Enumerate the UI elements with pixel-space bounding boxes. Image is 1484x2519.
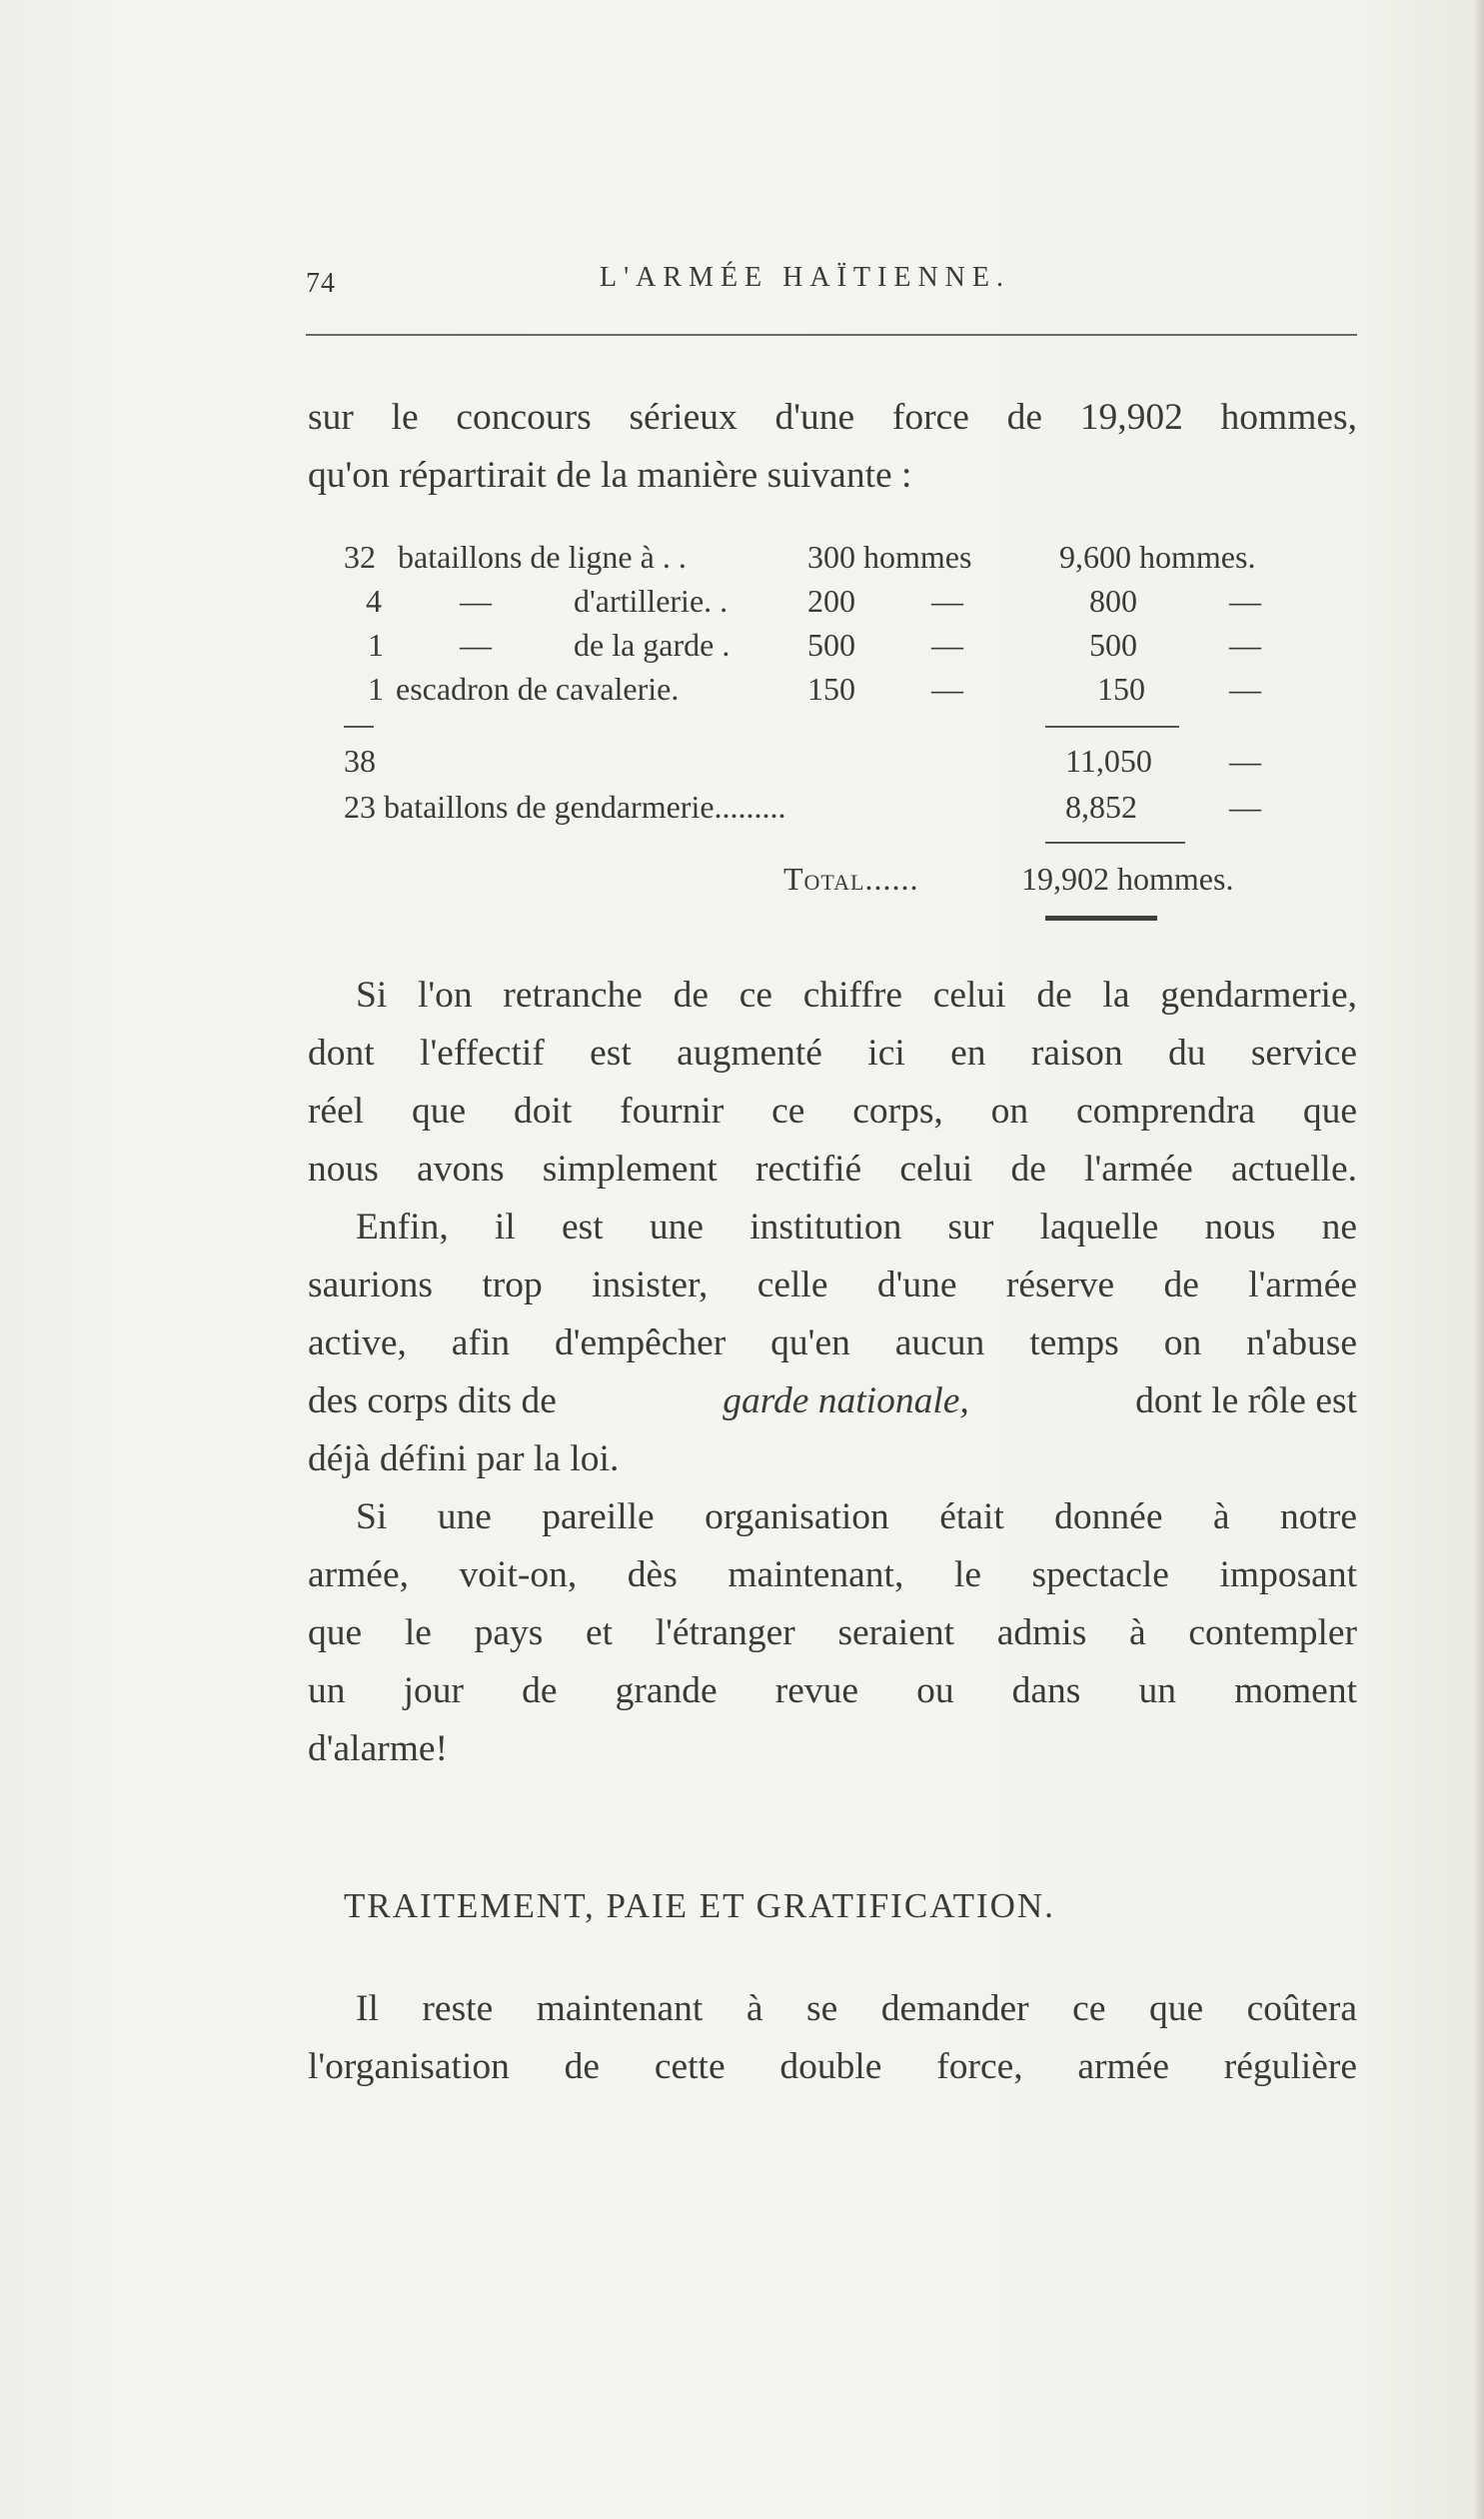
table-row-3-dash3: — — [1229, 627, 1261, 663]
p3-line-5: d'alarme! — [308, 1728, 449, 1769]
page-number: 74 — [306, 268, 336, 299]
running-head: L'ARMÉE HAÏTIENNE. — [600, 262, 1010, 293]
table-row-3-dash: — — [460, 627, 492, 663]
table-row-4-label: escadron de cavalerie. — [396, 671, 680, 707]
table-row-3-total: 500 — [1089, 627, 1137, 663]
p2-line-4 — [308, 1379, 1357, 1423]
p2-line-5: déjà défini par la loi. — [308, 1438, 620, 1479]
p2-line-2: saurions trop insister, celle d'une réserve de l'armée — [308, 1264, 1357, 1305]
table-row-4-num: 1 — [368, 671, 384, 707]
p1-line-3: réel que doit fournir ce corps, on comprendra que — [308, 1091, 1357, 1132]
table-row-3-dash2: — — [931, 627, 963, 663]
subtotal-dash: — — [1229, 743, 1261, 779]
table-row-2-per: 200 — [807, 583, 855, 619]
table-row-1-num: 32 — [344, 539, 376, 575]
subtotal-total: 11,050 — [1065, 743, 1152, 779]
table-row-2-label: d'artillerie. . — [574, 583, 729, 619]
p2-line-4-end: dont le rôle est — [1125, 1380, 1357, 1421]
gendarmerie-total: 8,852 — [1065, 789, 1137, 825]
section-heading: TRAITEMENT, PAIE ET GRATIFICATION. — [344, 1886, 1055, 1925]
p2-line-4-start: des corps dits de — [308, 1380, 567, 1421]
header-rule — [306, 334, 1357, 336]
table-row-4-per: 150 — [807, 671, 855, 707]
table-row-2-dash2: — — [931, 583, 963, 619]
p2-line-3: active, afin d'empêcher qu'en aucun temps on n'abuse — [308, 1322, 1357, 1363]
table-row-4-total: 150 — [1097, 671, 1145, 707]
total-thick-rule — [1045, 916, 1157, 921]
p1-line-1: Si l'on retranche de ce chiffre celui de la gendarmerie, — [356, 975, 1357, 1016]
p2-line-1: Enfin, il est une institution sur laquelle nous ne — [356, 1207, 1357, 1248]
table-row-1-per: 300 hommes — [807, 539, 972, 575]
page-edge-shadow — [1474, 0, 1484, 2519]
p3-line-3: que le pays et l'étranger seraient admis à contempler — [308, 1612, 1357, 1653]
p1-line-2: dont l'effectif est augmenté ici en raison du service — [308, 1033, 1357, 1074]
p3-line-4: un jour de grande revue ou dans un moment — [308, 1670, 1357, 1711]
table-row-1-label: bataillons de ligne à . . — [398, 539, 687, 575]
table-row-1-total: 9,600 hommes. — [1059, 539, 1256, 575]
sum-rule-right — [1045, 726, 1179, 728]
table-row-3-num: 1 — [368, 627, 384, 663]
intro-line-2: qu'on répartirait de la manière suivante : — [308, 455, 912, 496]
closing-line-1: Il reste maintenant à se demander ce que coûtera — [356, 1988, 1357, 2029]
table-row-2-total: 800 — [1089, 583, 1137, 619]
gendarmerie-label: 23 bataillons de gendarmerie......... — [344, 789, 786, 825]
subtotal-num: 38 — [344, 743, 376, 779]
table-row-3-label: de la garde . — [574, 627, 731, 663]
p3-line-2: armée, voit-on, dès maintenant, le spectacle imposant — [308, 1554, 1357, 1595]
table-row-2-dash: — — [460, 583, 492, 619]
p3-line-1: Si une pareille organisation était donnée à notre — [356, 1496, 1357, 1537]
p1-line-4: nous avons simplement rectifié celui de l'armée actuelle. — [308, 1149, 1357, 1190]
p2-line-4-italic: garde nationale, — [723, 1380, 969, 1421]
table-row-3-per: 500 — [807, 627, 855, 663]
closing-line-2: l'organisation de cette double force, armée régulière — [308, 2046, 1357, 2087]
gendarmerie-dash: — — [1229, 789, 1261, 825]
table-row-4-dash2: — — [931, 671, 963, 707]
grand-total-value: 19,902 hommes. — [1021, 861, 1234, 897]
grand-total-label: Total...... — [783, 861, 919, 897]
intro-line-1: sur le concours sérieux d'une force de 19,902 hommes, — [308, 397, 1357, 438]
table-row-2-num: 4 — [366, 583, 382, 619]
total-rule — [1045, 842, 1185, 844]
table-row-4-dash3: — — [1229, 671, 1261, 707]
table-row-2-dash3: — — [1229, 583, 1261, 619]
sum-rule-left — [344, 726, 374, 728]
